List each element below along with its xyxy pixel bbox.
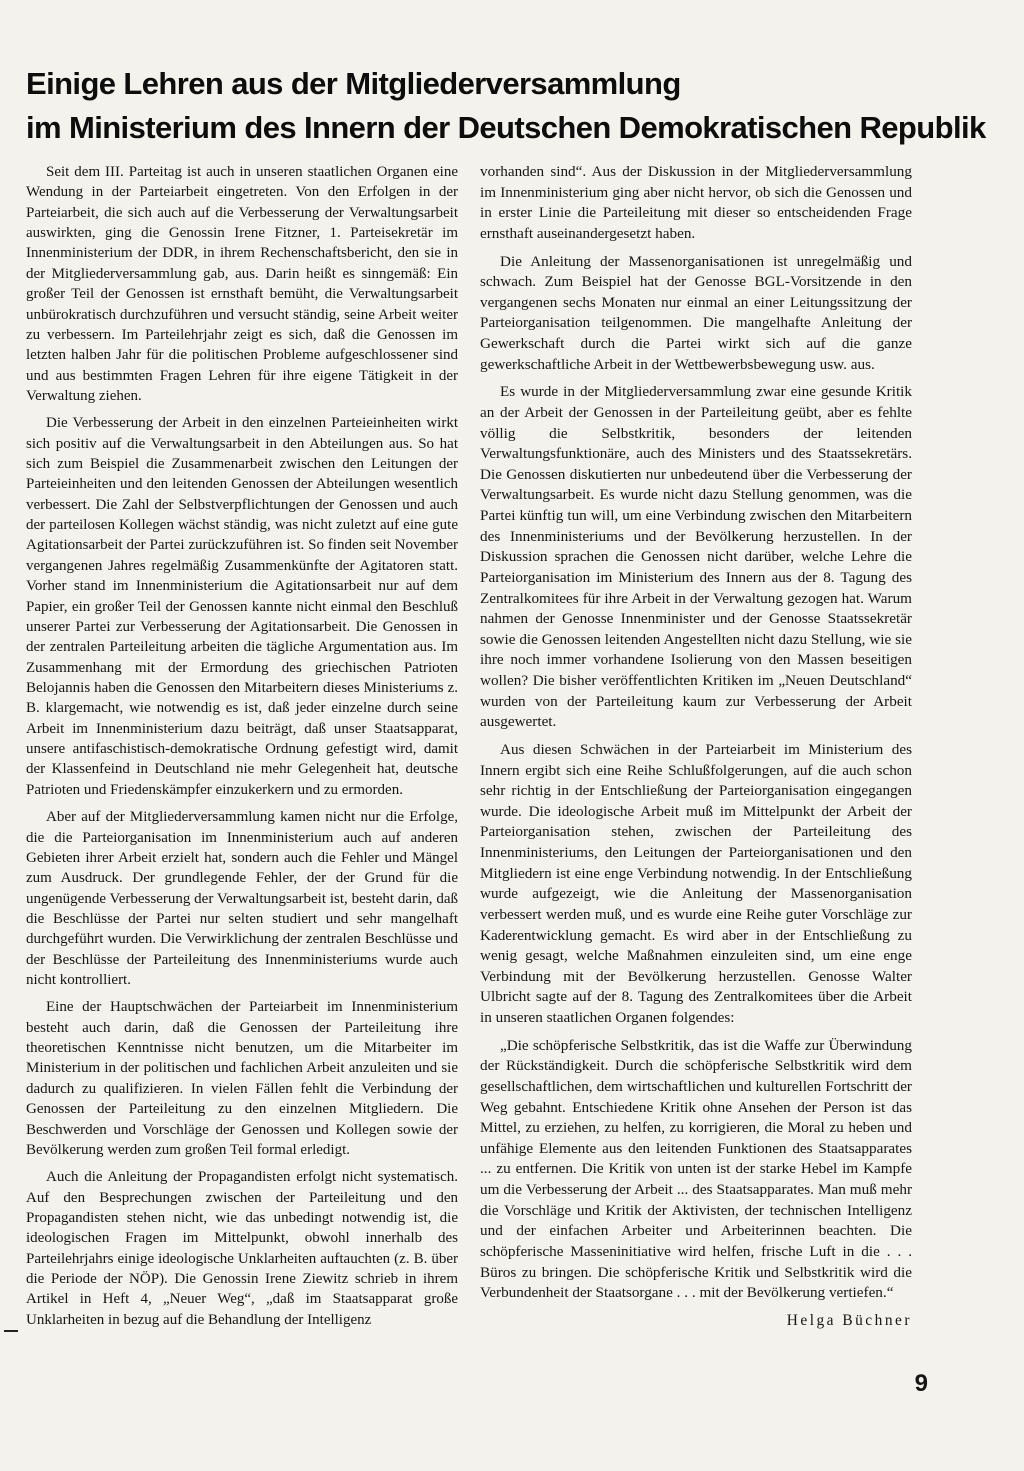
author-byline: Helga Büchner [786,1311,912,1329]
right-column [480,162,912,1338]
margin-mark [4,1330,18,1332]
paragraph: Die Anleitung der Massenorganisationen ist unregelmäßig und schwach. Zum Beispiel hat der Genosse BGL-Vorsitzende in den vergangenen sechs Monaten nur einmal an einer Leitungssitzung der Parteiorganisation teilgenommen. Die mangelhafte Anleitung der Gewerkschaft durch die Partei wirkt sich auf die ganze gewerkschaftliche Arbeit in der Wettbewerbsbewegung usw. aus. [480,252,912,373]
paragraph: Es wurde in der Mitgliederversammlung zwar eine gesunde Kritik an der Arbeit der Genossen in der Parteileitung geübt, aber es fehlte völlig die Selbstkritik, besonders der leitenden Verwaltungsfunktionäre, auch des Ministers und des Staatssekretärs. Die Genossen diskutierten nur unbedeutend über die Verbesserung der Verwaltungsarbeit. Es wurde nicht dazu Stellung genommen, was die Partei künftig tun will, um eine Verbindung zwischen den Mitarbeitern des Innenministeriums und der Bevölkerung herzustellen. In der Diskussion sprachen die Genossen nicht darüber, welche Lehre die Parteiorganisation im Ministerium des Innern aus der 8. Tagung des Zentralkomitees für ihre Arbeit in der Verwaltung gezogen hat. Warum nahmen der Genosse Innenminister und der Genosse Staatssekretär sowie die Genossen leitenden Angestellten nicht dazu Stellung, wie sie ihre noch immer vorhandene Isolierung von den Massen beseitigen wollen? Die bisher veröffentlichten Kritiken im „Neuen Deutschland“ wurden von der Parteileitung kaum zur Verbesserung der Arbeit ausgewertet. [480,383,912,731]
paragraph: Die Verbesserung der Arbeit in den einzelnen Parteieinheiten wirkt sich positiv auf die Verwaltungsarbeit in den Abteilungen aus. So hat sich zum Beispiel die Zusammenarbeit zwischen den Leitungen der Parteieinheiten und den leitenden Genossen der Abteilungen wesentlich verbessert. Die Zahl der Selbstverpflichtungen der Genossen und auch der parteilosen Kollegen wächst ständig, was nicht zuletzt auf eine gute Agitationsarbeit der Partei zurückzuführen ist. So finden seit November vergangenen Jahres regelmäßig Zusammenkünfte der Agitatoren statt. Vorher stand im Innenministerium die Agitationsarbeit nur auf dem Papier, ein großer Teil der Genossen kannte nicht einmal den Beschluß unserer Partei zur Verbesserung der Agitationsarbeit. Die Genossen in der zentralen Parteileitung arbeiten die tägliche Argumentation aus. Im Zusammenhang mit der Ermordung des griechischen Patrioten Belojannis haben die Genossen den Mitarbeitern dieses Ministeriums z. B. klargemacht, wie notwendig es ist, daß jeder einzelne durch seine Arbeit im Innenministerium dazu beiträgt, daß unser Staatsapparat, unsere antifaschistisch-demokratische Ordnung gefestigt wird, damit der Klassenfeind in Deutschland nie mehr Gelegenheit hat, deutsche Patrioten und Friedenskämpfer einzukerkern und zu ermorden. [26,415,458,798]
page-number: 9 [914,1370,928,1397]
paragraph: Aus diesen Schwächen in der Parteiarbeit im Ministerium des Innern ergibt sich eine Reihe Schlußfolgerungen, auf die auch schon sehr richtig in der Entschließung der Parteiorganisation eingegangen wurde. Die ideologische Arbeit muß im Mittelpunkt der Arbeit der Parteiorganisation stehen, zwischen der Parteileitung des Innenministeriums, den Leitungen der Parteiorganisationen und den Mitgliedern ist eine enge Verbindung notwendig. In der Entschließung wurde aufgezeigt, wie die Anleitung der Massenorganisation verbessert werden muß, und es wurde eine Reihe guter Vorschläge zur Kaderentwicklung gemacht. Es wird aber in der Entschließung zu wenig gesagt, welche Maßnahmen einzuleiten sind, um eine enge Verbindung mit der Bevölkerung herzustellen. Genosse Walter Ulbricht sagte auf der 8. Tagung des Zentralkomitees über die Arbeit in unseren staatlichen Organen folgendes: [480,740,912,1026]
headline-line-1: Einige Lehren aus der Mitgliederversammlung [26,66,681,101]
paragraph: Eine der Hauptschwächen der Parteiarbeit im Innenministerium besteht auch darin, daß die Genossen der Parteileitung ihre theoretischen Kenntnisse nicht benutzen, um die Mitarbeiter im Ministerium in der politischen und fachlichen Arbeit anzuleiten und sie dadurch zu qualifizieren. In vielen Fällen fehlt die Verbindung der Genossen der Parteileitung zu den einzelnen Mitgliedern. Die Beschwerden und Vorschläge der Genossen und Kollegen sowie der Bevölkerung werden zum großen Teil formal erledigt. [26,999,458,1158]
quotation: „Die schöpferische Selbstkritik, das ist die Waffe zur Überwindung der Rückständigkeit. Durch die schöpferische Selbstkritik wird dem gesellschaftlichen, dem wirtschaftlichen und kulturellen Fortschritt der Weg gebahnt. Entschiedene Kritik ohne Ansehen der Person ist das Mittel, zu erziehen, zu helfen, zu korrigieren, die Moral zu heben und unfähige Elemente aus den leitenden Funktionen des Staatsapparates ... zu entfernen. Die Kritik von unten ist der starke Hebel im Kampfe um die Verbesserung der Arbeit ... des Staatsapparates. Man muß mehr die Vorschläge und Kritik der Aktivisten, der technischen Intelligenz und der einfachen Arbeiter und Arbeiterinnen beachten. Die schöpferische Masseninitiative wird helfen, frische Luft in die . . . Büros zu bringen. Die schöpferische Kritik und Selbstkritik wird die Verbundenheit der Staatsorgane . . . mit der Bevölkerung vertiefen.“ [480,1036,912,1302]
article-headline [26,62,986,150]
left-column [26,162,458,1337]
headline-line-2: im Ministerium des Innern der Deutschen Demokratischen Republik [26,110,986,145]
paragraph: Auch die Anleitung der Propagandisten erfolgt nicht systematisch. Auf den Besprechungen zwischen der Parteileitung und den Propagandisten stehen nicht, wie das unbedingt notwendig ist, die ideologischen Fragen im Mittelpunkt, obwohl innerhalb des Parteilehrjahrs einige ideologische Unklarheiten auftauchten (z. B. über die Periode der NÖP). Die Genossin Irene Ziewitz schrieb in ihrem Artikel in Heft 4, „Neuer Weg“, „daß im Staatsapparat große Unklarheiten in bezug auf die Behandlung der Intelligenz [26,1169,458,1328]
paragraph: Seit dem III. Parteitag ist auch in unseren staatlichen Organen eine Wendung in der Parteiarbeit eingetreten. Von den Erfolgen in der Parteiarbeit, die sich auch auf die Verbesserung der Verwaltungsarbeit auswirkten, ging die Genossin Irene Fitzner, 1. Parteisekretär im Innenministerium der DDR, in ihrem Rechenschaftsbericht, den sie in der Mitgliederversammlung gab, aus. Darin heißt es sinngemäß: Ein großer Teil der Genossen ist ernsthaft bemüht, die Verwaltungsarbeit unbürokratisch durchzuführen und versucht ständig, seine Arbeit weiter zu verbessern. Im Parteilehrjahr zeigt es sich, daß die Genossen im letzten halben Jahr für die politischen Probleme aufgeschlossener sind und aus bestimmten Fragen Lehren für ihre eigene Tätigkeit in der Verwaltung ziehen. [26,164,458,404]
paragraph: Aber auf der Mitgliederversammlung kamen nicht nur die Erfolge, die die Parteiorganisation im Innenministerium auch auf anderen Gebieten ihrer Arbeit erzielt hat, sondern auch die Fehler und Mängel zum Ausdruck. Der grundlegende Fehler, der der Grund für die ungenügende Verbesserung der Verwaltungsarbeit ist, besteht darin, daß die Beschlüsse der Partei nur selten studiert und sehr mangelhaft durchgeführt wurden. Die Verwirklichung der zentralen Beschlüsse und der Beschlüsse der Parteileitung des Innenministeriums wurde auch nicht kontrolliert. [26,809,458,989]
paragraph-continued: vorhanden sind“. Aus der Diskussion in der Mitgliederversammlung im Innenministerium ging aber nicht hervor, ob sich die Genossen und in erster Linie die Parteileitung mit dieser so entscheidenden Frage ernsthaft auseinandergesetzt haben. [480,163,912,242]
